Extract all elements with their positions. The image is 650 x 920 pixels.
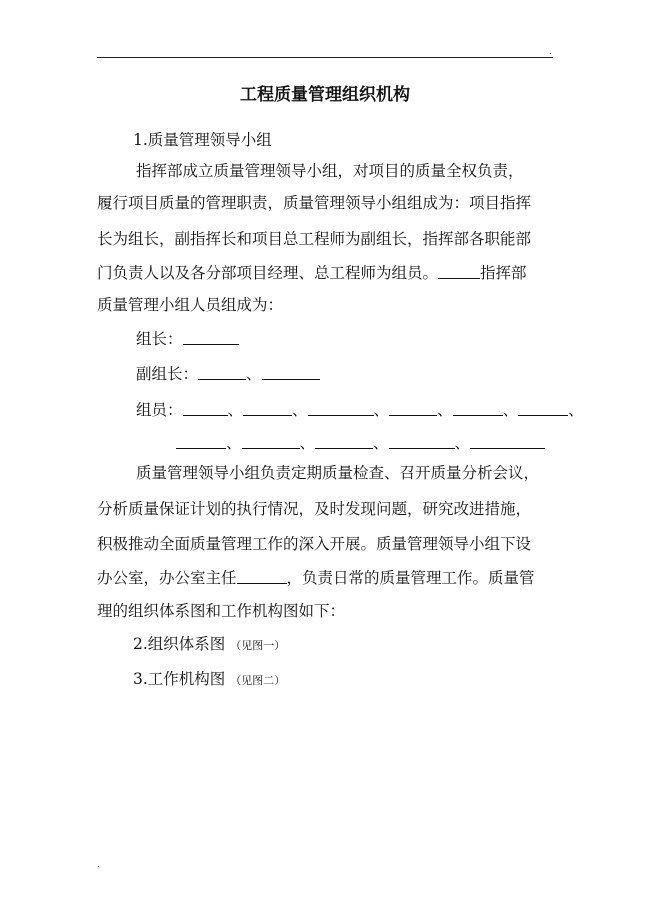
- deputy-blank-1: [198, 365, 246, 380]
- member-blank: [453, 401, 503, 416]
- section-2-note: （见图一）: [230, 639, 286, 652]
- footer-mark: .: [97, 860, 100, 869]
- member-blank: [518, 401, 568, 416]
- leader-row: [136, 329, 239, 349]
- deputy-row: [136, 364, 320, 384]
- member-blank: [183, 401, 228, 416]
- section-3-row: [133, 669, 285, 691]
- header-corner-mark: .: [549, 47, 552, 56]
- paragraph-1-line-4-text: 门负责人以及各分部项目经理、总工程师为组员。: [97, 264, 439, 282]
- paragraph-2-line-4-suffix: ，负责日常的质量管理工作。质量管: [286, 569, 535, 587]
- member-row-1: [136, 400, 584, 420]
- member-blank: [389, 401, 437, 416]
- member-blank: [308, 401, 374, 416]
- paragraph-2-line-3: 积极推动全面质量管理工作的深入开展。质量管理领导小组下设: [97, 535, 532, 553]
- member-blank: [315, 434, 373, 449]
- page-title: 工程质量管理组织机构: [240, 85, 410, 105]
- separator: 、: [246, 365, 262, 383]
- member-blank: [470, 434, 545, 449]
- separator: 、: [568, 401, 584, 419]
- separator: 、: [373, 434, 389, 452]
- paragraph-1-line-1: 指挥部成立质量管理领导小组，对项目的质量全权负责，: [136, 162, 524, 180]
- section-3-heading: 3.工作机构图: [133, 670, 226, 688]
- separator: 、: [373, 401, 390, 419]
- deputy-blank-2: [262, 365, 320, 380]
- paragraph-2-line-4: [97, 568, 535, 588]
- leader-label: 组长：: [136, 330, 183, 348]
- paragraph-1-line-2: 履行项目质量的管理职责，质量管理领导小组组成为：项目指挥: [97, 194, 532, 212]
- section-3-note: （见图二）: [230, 674, 286, 687]
- paragraph-1-line-4: [97, 263, 527, 283]
- member-row-2: [176, 433, 545, 453]
- member-blank: [389, 434, 455, 449]
- separator: 、: [292, 401, 308, 419]
- member-blank: [176, 434, 226, 449]
- paragraph-2-line-1: 质量管理领导小组负责定期质量检查、召开质量分析会议，: [136, 464, 540, 482]
- paragraph-2-line-2: 分析质量保证计划的执行情况，及时发现问题，研究改进措施，: [97, 500, 532, 518]
- paragraph-2-line-5: 理的组织体系图和工作机构图如下：: [97, 602, 346, 620]
- header-rule: [97, 57, 553, 58]
- paragraph-1-line-5: 质量管理小组人员组成为：: [97, 296, 284, 314]
- paragraph-1-line-4-suffix: 指挥部: [480, 264, 527, 282]
- leader-blank: [183, 330, 239, 345]
- section-1-heading: 1.质量管理领导小组: [133, 131, 272, 149]
- paragraph-2-line-4-text: 办公室，办公室主任: [97, 569, 237, 587]
- separator: 、: [502, 401, 519, 419]
- separator: 、: [226, 434, 242, 452]
- member-blank: [242, 434, 300, 449]
- separator: 、: [299, 434, 316, 452]
- member-label: 组员：: [136, 401, 183, 419]
- paragraph-1-line-3: 长为组长，副指挥长和项目总工程师为副组长，指挥部各职能部: [97, 230, 532, 248]
- separator: 、: [454, 434, 471, 452]
- separator: 、: [437, 401, 453, 419]
- command-name-blank: [438, 264, 480, 279]
- section-2-row: [133, 634, 285, 656]
- member-blank: [243, 401, 292, 416]
- section-2-heading: 2.组织体系图: [133, 635, 226, 653]
- office-director-blank: [237, 569, 287, 584]
- separator: 、: [227, 401, 244, 419]
- deputy-label: 副组长：: [136, 365, 199, 383]
